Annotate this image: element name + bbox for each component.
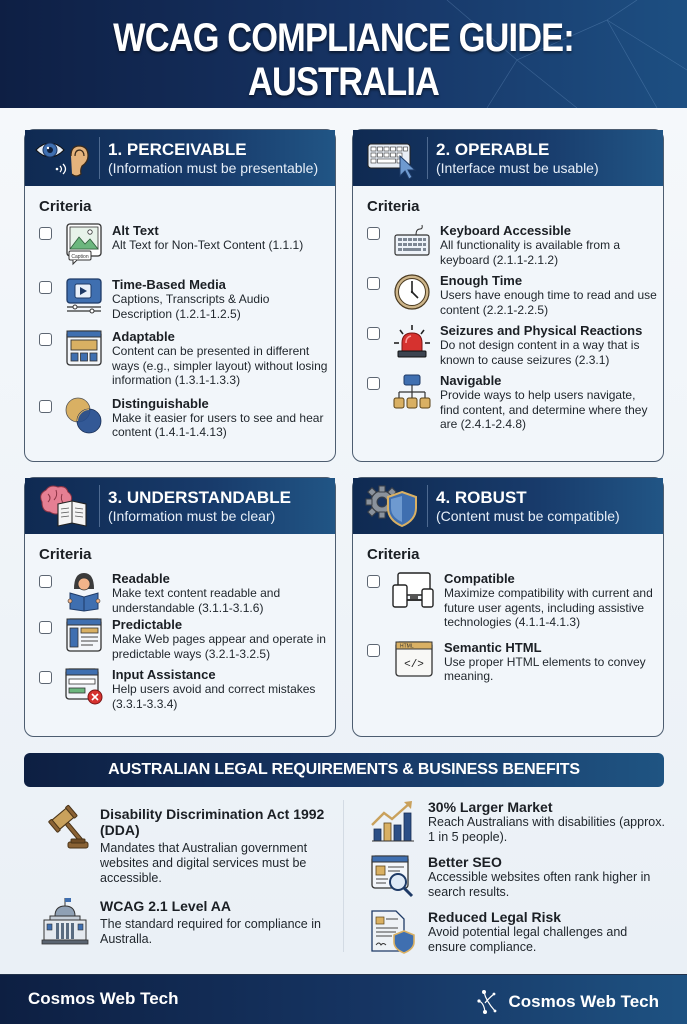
section-divider [343, 800, 344, 952]
criterion-name: Enough Time [440, 273, 523, 288]
criterion-name: Keyboard Accessible [440, 223, 572, 238]
criterion-checkbox[interactable] [367, 327, 380, 340]
criterion-item [39, 571, 335, 615]
criterion-name: Distinguishable [112, 395, 209, 411]
criterion-name: Readable [112, 571, 170, 586]
gear-shield-icon [361, 482, 423, 530]
card-header [25, 478, 335, 534]
benefit-item-seo [368, 854, 668, 900]
criterion-description: Do not design content in a way that is known to cause seizures (2.3.1) [440, 338, 640, 367]
criteria-label: Criteria [367, 546, 420, 563]
criteria-label: Criteria [367, 198, 420, 215]
benefit-item-name: 30% Larger Market [428, 799, 553, 815]
document-shield-icon [368, 909, 418, 953]
criterion-description: All functionality is available from a keyboard (2.1.1-2.1.2) [440, 238, 621, 267]
criterion-name: Input Assistance [112, 667, 216, 682]
benefit-item-description: Avoid potential legal challenges and ensure compliance. [428, 925, 628, 954]
brain-book-icon [33, 482, 95, 530]
legal-item-description: The standard required for compliance in Australla. [100, 917, 321, 946]
criterion-checkbox[interactable] [367, 575, 380, 588]
criterion-name: Alt Text [112, 223, 159, 238]
svg-text:</>: </> [404, 658, 424, 671]
alarm-light-icon [392, 323, 432, 363]
criterion-name: Seizures and Physical Reactions [440, 323, 643, 338]
criterion-description: Help users avoid and correct mistakes (3.3.1-3.3.4) [112, 682, 316, 711]
card-title: 1. PERCEIVABLE [108, 139, 247, 159]
card-header [353, 478, 663, 534]
criterion-description: Make text content readable and understandable (3.1.1-3.1.6) [112, 586, 281, 615]
criterion-description: Content can be presented in different ways (e.g., simpler layout) without losing information (1.3.1-1.3.3) [112, 344, 328, 387]
criterion-description: Maximize compatibility with current and future user agents, including assistive technologies (4.1.1-4.1.3) [444, 586, 653, 629]
criteria-label: Criteria [39, 546, 92, 563]
criterion-name: Adaptable [112, 329, 175, 344]
webpage-icon [64, 617, 104, 657]
benefit-item-market [368, 799, 668, 845]
card-subtitle: (Interface must be usable) [436, 159, 599, 176]
card-subtitle: (Content must be compatible) [436, 507, 620, 524]
criterion-checkbox[interactable] [367, 277, 380, 290]
benefit-item-description: Accessible websites often rank higher in search results. [428, 870, 651, 899]
header-divider [427, 137, 428, 179]
page-header [0, 0, 687, 108]
cosmos-logo-icon [476, 989, 502, 1015]
overlapping-circles-icon [64, 396, 104, 436]
keyboard-cursor-icon [361, 134, 423, 182]
legal-item-wcag-aa [40, 898, 335, 947]
criterion-description: Alt Text for Non-Text Content (1.1.1) [112, 238, 304, 252]
criterion-checkbox[interactable] [39, 621, 52, 634]
card-header [25, 130, 335, 186]
criterion-description: Use proper HTML elements to convey meaning. [444, 654, 646, 683]
criterion-item [39, 396, 335, 440]
card-subtitle: (Information must be clear) [108, 507, 276, 524]
search-webpage-icon [368, 854, 418, 898]
criterion-checkbox[interactable] [367, 377, 380, 390]
criterion-checkbox[interactable] [39, 227, 52, 240]
video-player-icon [64, 277, 104, 317]
layout-icon [64, 329, 104, 369]
criterion-checkbox[interactable] [39, 400, 52, 413]
card-header [353, 130, 663, 186]
footer-brand-right [476, 989, 659, 1015]
devices-icon [392, 571, 436, 611]
header-divider [427, 485, 428, 527]
criterion-item [367, 571, 663, 630]
criterion-description: Make Web pages appear and operate in predictable ways (3.2.1-3.2.5) [112, 632, 326, 661]
criterion-name: Time-Based Media [112, 277, 226, 292]
legal-item-dda [40, 806, 335, 886]
criterion-name: Predictable [112, 617, 183, 632]
criterion-item [39, 277, 335, 321]
image-caption-icon [64, 223, 104, 263]
criterion-checkbox[interactable] [367, 644, 380, 657]
svg-text:HTML: HTML [400, 643, 414, 649]
header-divider [99, 137, 100, 179]
legal-section-heading: AUSTRALIAN LEGAL REQUIREMENTS & BUSINESS BENEFITS [24, 753, 664, 787]
criteria-label: Criteria [39, 198, 92, 215]
criterion-checkbox[interactable] [39, 671, 52, 684]
benefit-item-legal-risk [368, 909, 668, 955]
criterion-item [39, 617, 335, 661]
criterion-name: Navigable [440, 373, 502, 388]
benefit-item-description: Reach Australians with disabilities (approx. 1 in 5 people). [428, 815, 665, 844]
footer-brand-left: Cosmos Web Tech [28, 989, 179, 1008]
criterion-name: Semantic HTML [444, 639, 542, 655]
footer-brand-name: Cosmos Web Tech [508, 992, 659, 1011]
growth-chart-icon [368, 799, 418, 843]
criterion-item [367, 373, 663, 432]
criterion-item [39, 667, 335, 711]
criterion-checkbox[interactable] [367, 227, 380, 240]
criterion-description: Provide ways to help users navigate, find content, and determine where they are (2.4.1-2.4.8) [440, 388, 648, 431]
legal-item-name: WCAG 2.1 Level AA [100, 898, 231, 914]
criterion-description: Make it easier for users to see and hear content (1.4.1-1.4.13) [112, 410, 324, 439]
form-error-icon [64, 667, 104, 707]
criterion-name: Compatible [444, 571, 515, 586]
criterion-item [367, 640, 663, 684]
principle-card-robust [352, 477, 664, 737]
principle-card-operable [352, 129, 664, 462]
header-divider [99, 485, 100, 527]
legal-item-description: Mandates that Australian government websites and digital services must be accessible. [100, 841, 308, 885]
person-reading-icon [64, 571, 104, 611]
principle-card-understandable [24, 477, 336, 737]
card-title: 3. UNDERSTANDABLE [108, 487, 291, 507]
keyboard-icon [392, 223, 432, 263]
criterion-description: Users have enough time to read and use content (2.2.1-2.2.5) [440, 288, 657, 317]
gavel-icon [40, 806, 90, 852]
sitemap-icon [392, 373, 432, 413]
benefit-item-name: Reduced Legal Risk [428, 909, 562, 925]
criterion-item [39, 223, 335, 263]
eye-ear-icon [33, 134, 95, 182]
criterion-item [367, 223, 663, 267]
criterion-item [39, 329, 335, 388]
html-code-icon [392, 640, 436, 680]
page-footer [0, 974, 687, 1024]
card-title: 2. OPERABLE [436, 139, 550, 159]
card-title: 4. ROBUST [436, 487, 527, 507]
legal-item-name: Disability Discrimination Act 1992 (DDA) [100, 806, 325, 838]
criterion-description: Captions, Transcripts & Audio Description (1.2.1-1.2.5) [112, 292, 270, 321]
benefit-item-name: Better SEO [428, 854, 502, 870]
criterion-item [367, 273, 663, 317]
criterion-item [367, 323, 663, 367]
page-title: WCAG COMPLIANCE GUIDE: AUSTRALIA [113, 16, 574, 104]
svg-text:Caption: Caption [71, 254, 89, 260]
criterion-checkbox[interactable] [39, 575, 52, 588]
card-subtitle: (Information must be presentable) [108, 159, 319, 176]
principle-card-perceivable [24, 129, 336, 462]
criterion-checkbox[interactable] [39, 333, 52, 346]
criterion-checkbox[interactable] [39, 281, 52, 294]
clock-icon [392, 273, 432, 313]
government-building-icon [40, 898, 90, 944]
